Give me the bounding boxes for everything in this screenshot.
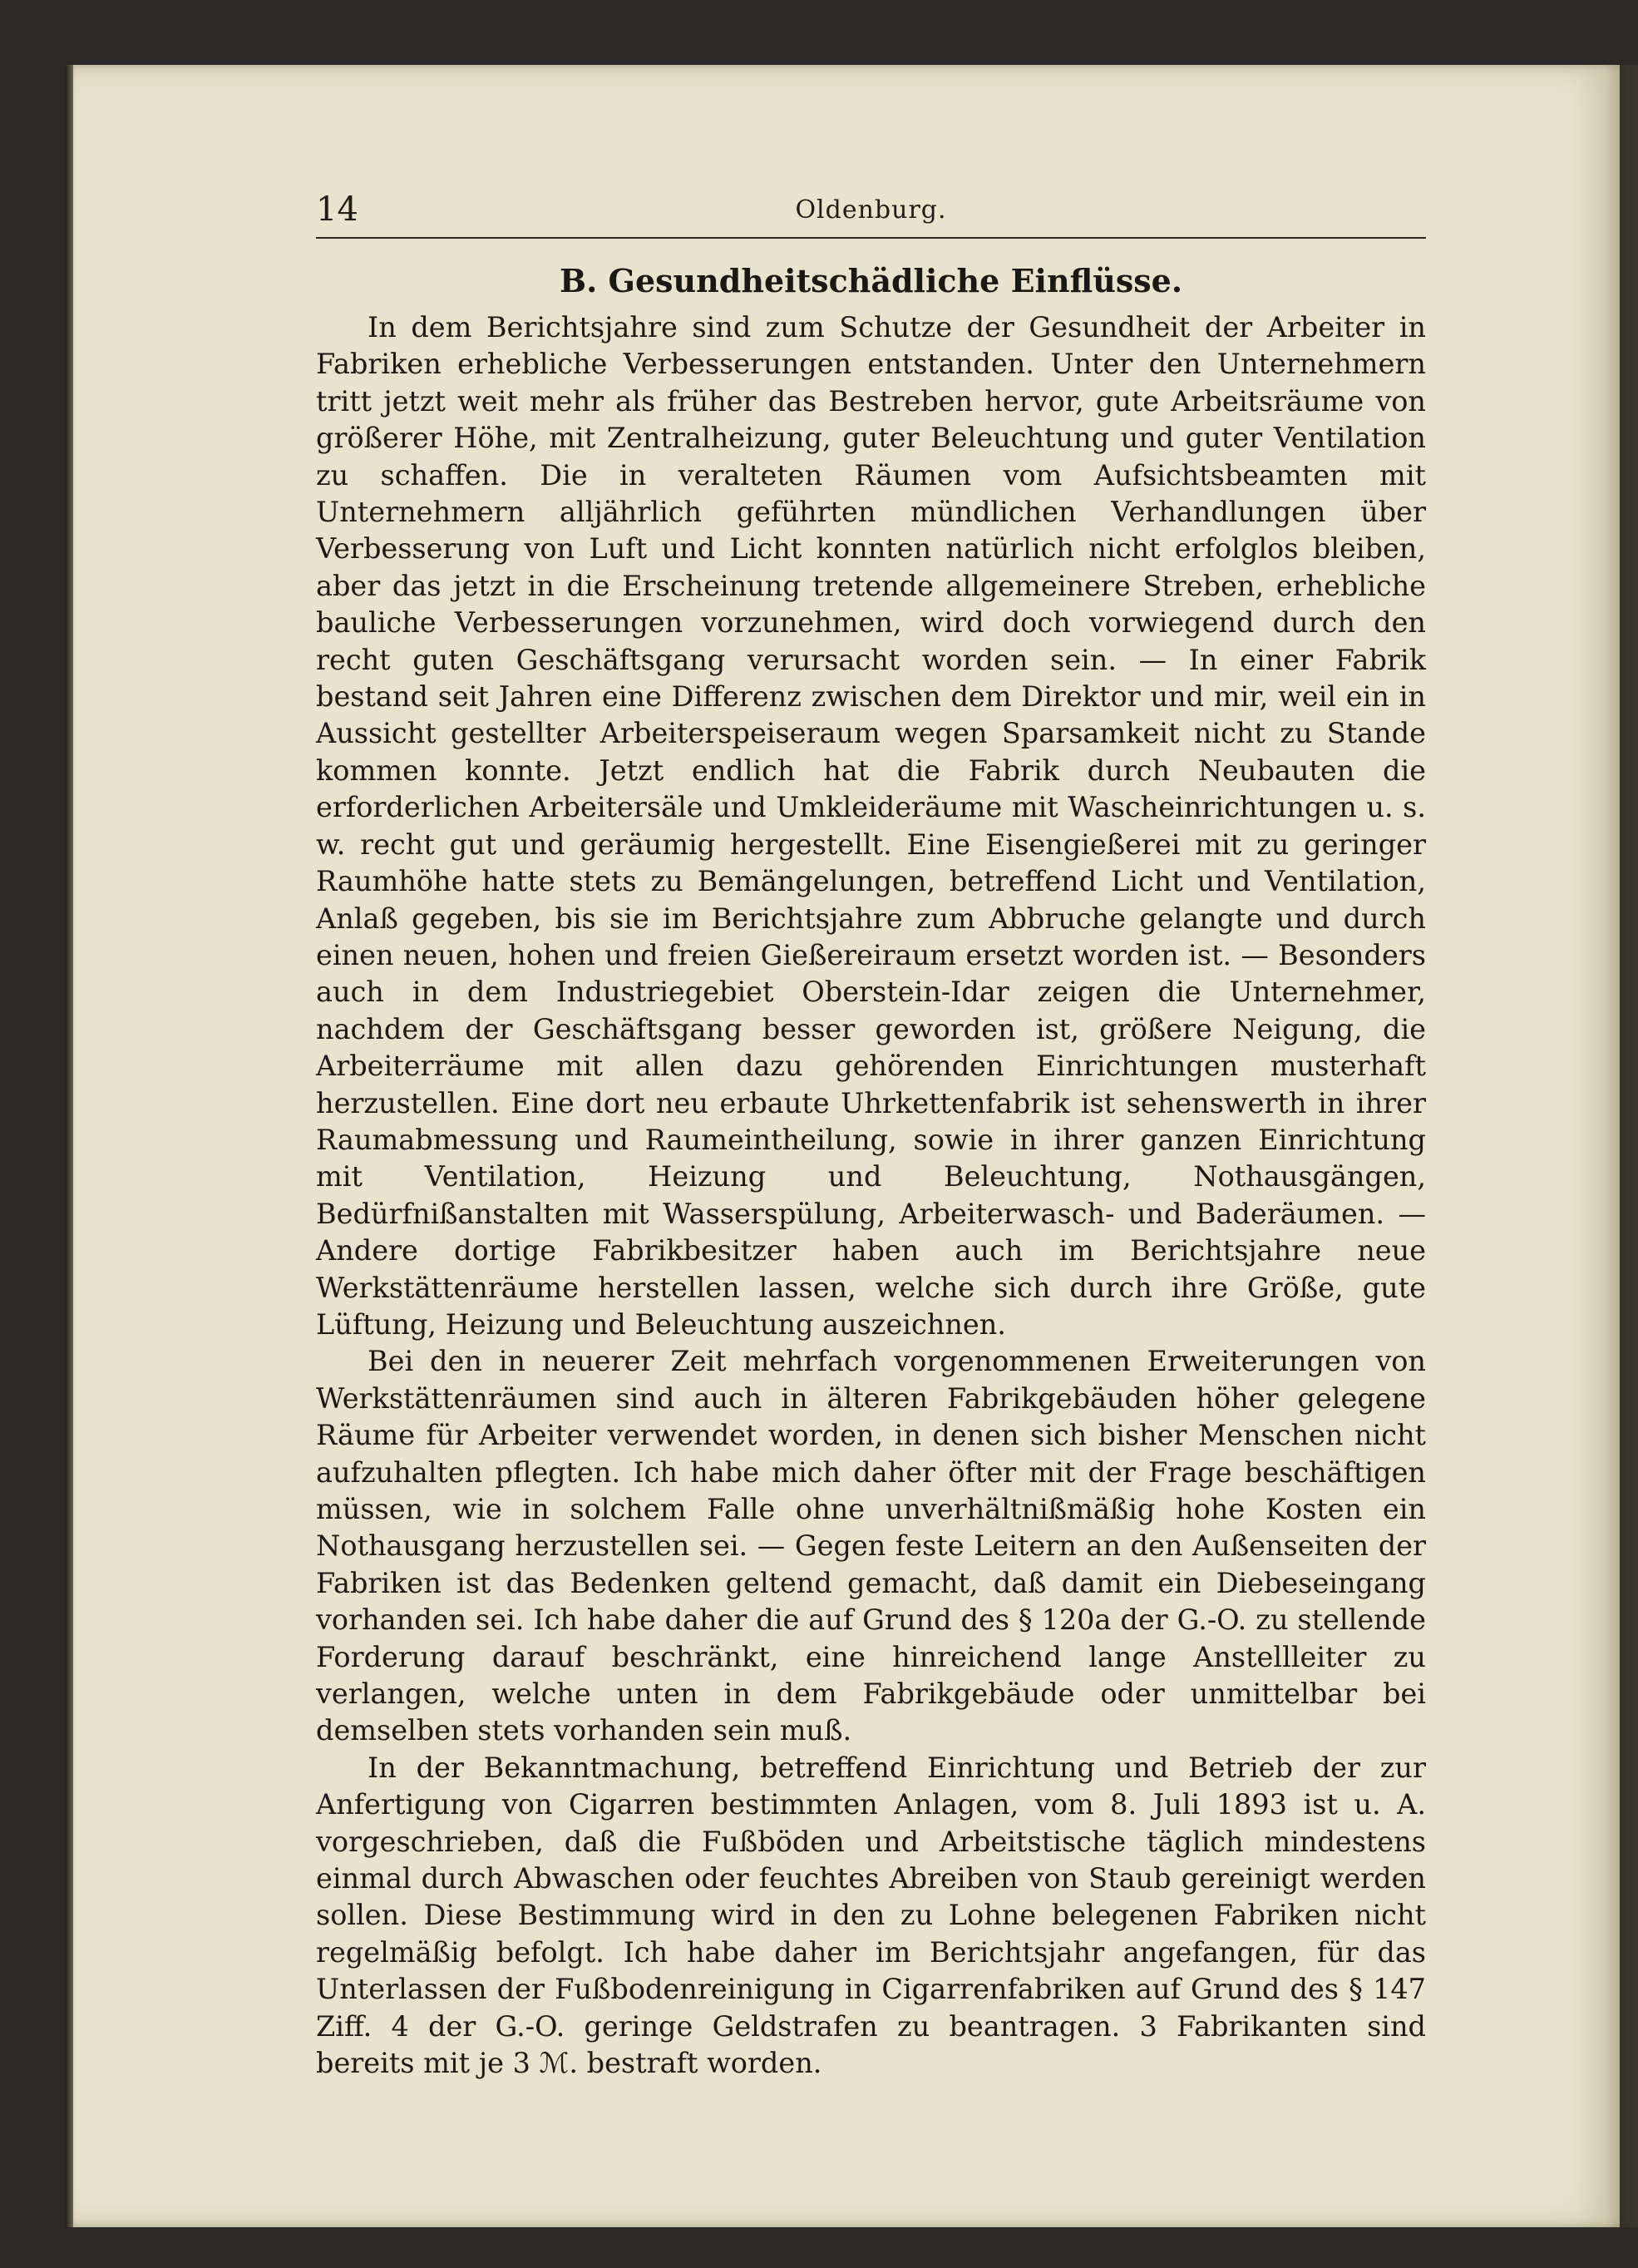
section-heading: B. Gesundheitschädliche Einflüsse. xyxy=(559,262,1183,299)
body-text xyxy=(316,309,1426,2083)
paragraph: In der Bekanntmachung, betreffend Einrichtung und Betrieb der zur Anfertigung von Cigarren bestimmten Anlagen, vom 8. Juli 1893 ist u. A. vorgeschrieben, daß die Fußböden und Arbeitstische täglich mindestens einmal durch Abwaschen oder feuchtes Abreiben von Staub gereinigt werden sollen. Diese Bestimmung wird in den zu Lohne belegenen Fabriken nicht regelmäßig befolgt. Ich habe daher im Berichtsjahr angefangen, für das Unterlassen der Fußbodenreinigung in Cigarrenfabriken auf Grund des § 147 Ziff. 4 der G.-O. geringe Geldstrafen zu beantragen. 3 Fabrikanten sind bereits mit je 3 ℳ. bestraft worden. xyxy=(316,1751,1426,2080)
page-edge xyxy=(1605,65,1638,2227)
paragraph: In dem Berichtsjahre sind zum Schutze der Gesundheit der Arbeiter in Fabriken erhebliche Verbesserungen entstanden. Unter den Unternehmern tritt jetzt weit mehr als früher das Bestreben hervor, gute Arbeitsräume von größerer Höhe, mit Zentralheizung, guter Beleuchtung und guter Ventilation zu schaffen. Die in veralteten Räumen vom Aufsichtsbeamten mit Unternehmern alljährlich geführten mündlichen Verhandlungen über Verbesserung von Luft und Licht konnten natürlich nicht erfolglos bleiben, aber das jetzt in die Erscheinung tretende allgemeinere Streben, erhebliche bauliche Verbesserungen vorzunehmen, wird doch vorwiegend durch den recht guten Geschäftsgang verursacht worden sein. — In einer Fabrik bestand seit Jahren eine Differenz zwischen dem Direktor und mir, weil ein in Aussicht gestellter Arbeiterspeiseraum wegen Sparsamkeit nicht zu Stande kommen konnte. Jetzt endlich hat die Fabrik durch Neubauten die erforderlichen Arbeitersäle und Umkleideräume mit Wascheinrichtungen u. s. w. recht gut und geräumig hergestellt. Eine Eisengießerei mit zu geringer Raumhöhe hatte stets zu Bemängelungen, betreffend Licht und Ventilation, Anlaß gegeben, bis sie im Berichtsjahre zum Abbruche gelangte und durch einen neuen, hohen und freien Gießereiraum ersetzt worden ist. — Besonders auch in dem Industriegebiet Oberstein-Idar zeigen die Unternehmer, nachdem der Geschäftsgang besser geworden ist, größere Neigung, die Arbeiterräume mit allen dazu gehörenden Einrichtungen musterhaft herzustellen. Eine dort neu erbaute Uhrkettenfabrik ist sehenswerth in ihrer Raumabmessung und Raumeintheilung, sowie in ihrer ganzen Einrichtung mit Ventilation, Heizung und Beleuchtung, Nothausgängen, Bedürfnißanstalten mit Wasserspülung, Arbeiterwasch- und Baderäumen. — Andere dortige Fabrikbesitzer haben auch im Berichtsjahre neue Werkstättenräume herstellen lassen, welche sich durch ihre Größe, gute Lüftung, Heizung und Beleuchtung auszeichnen. xyxy=(316,311,1426,1341)
paragraph: Bei den in neuerer Zeit mehrfach vorgenommenen Erweiterungen von Werkstättenräumen sind auch in älteren Fabrikgebäuden höher gelegene Räume für Arbeiter verwendet worden, in denen sich bisher Menschen nicht aufzuhalten pflegten. Ich habe mich daher öfter mit der Frage beschäftigen müssen, wie in solchem Falle ohne unverhältnißmäßig hohe Kosten ein Nothausgang herzustellen sei. — Gegen feste Leitern an den Außenseiten der Fabriken ist das Bedenken geltend gemacht, daß damit ein Diebeseingang vorhanden sei. Ich habe daher die auf Grund des § 120a der G.-O. zu stellende Forderung darauf beschränkt, eine hinreichend lange Anstellleiter zu verlangen, welche unten in dem Fabrikgebäude oder unmittelbar bei demselben stets vorhanden sein muß. xyxy=(316,1345,1426,1747)
page-header xyxy=(316,187,1426,239)
page-number: 14 xyxy=(316,190,358,229)
book-spine xyxy=(65,65,73,2227)
running-head: Oldenburg. xyxy=(795,195,947,225)
